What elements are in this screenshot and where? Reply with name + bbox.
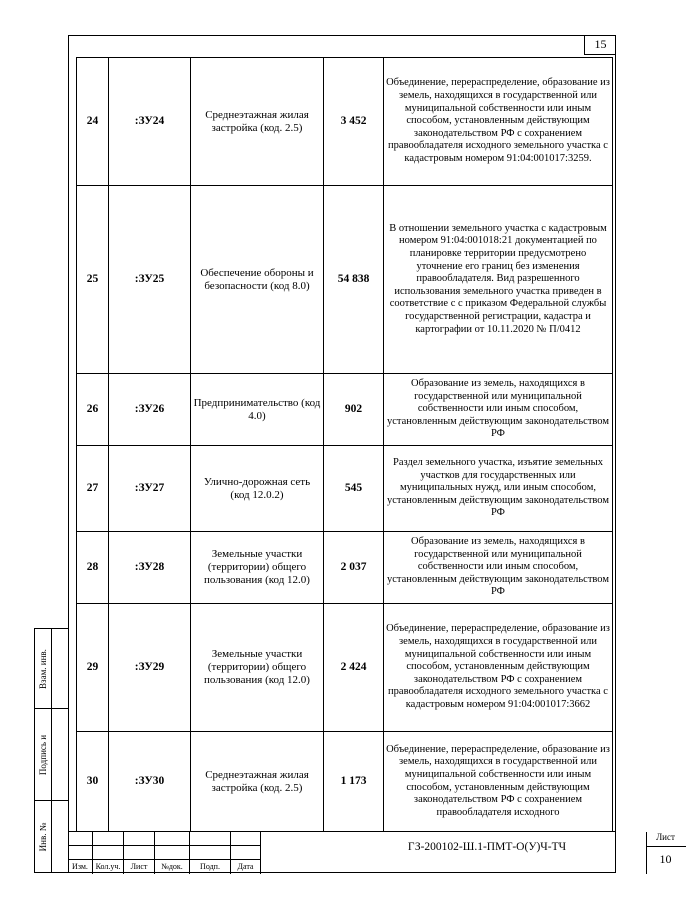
stamp-cell-inv [35, 801, 52, 872]
plot-area: 2 037 [324, 532, 384, 604]
plot-note: Раздел земельного участка, изъятие земельных участков для государственных или муниципальных нужд, или иным способом, установленным действующим законодательством РФ [384, 446, 613, 532]
plot-purpose: Предпринимательство (код 4.0) [191, 374, 324, 446]
plot-note: Образование из земель, находящихся в государственной или муниципальной собственности или иным способом, установленным действующим законодательством РФ [384, 532, 613, 604]
plot-area: 3 452 [324, 58, 384, 186]
title-block [68, 831, 675, 873]
land-plots-table [76, 57, 613, 832]
stamp-cell-vzam [35, 629, 52, 709]
plot-area: 902 [324, 374, 384, 446]
plot-purpose: Улично-дорожная сеть (код 12.0.2) [191, 446, 324, 532]
plot-code: :ЗУ28 [109, 532, 191, 604]
row-number: 24 [77, 58, 109, 186]
plot-area: 545 [324, 446, 384, 532]
table-row [77, 532, 613, 604]
plot-code: :ЗУ27 [109, 446, 191, 532]
plot-note: Объединение, перераспределение, образование из земель, находящихся в государственной или муниципальной собственности или иным способом, установленным действующим законодательством РФ с сохранением правообладателя исходного [384, 732, 613, 832]
plot-area: 1 173 [324, 732, 384, 832]
row-number: 26 [77, 374, 109, 446]
plot-note: Образование из земель, находящихся в государственной или муниципальной собственности или иным способом, установленным действующим законодательством РФ [384, 374, 613, 446]
tb-label-izm: Изм. [72, 862, 88, 871]
stamp-blank [52, 629, 69, 709]
stamp-label-podpis: Подпись и [38, 734, 48, 775]
plot-code: :ЗУ29 [109, 604, 191, 732]
plot-purpose: Земельные участки (территории) общего пользования (код 12.0) [191, 604, 324, 732]
document-code: ГЗ-200102-Ш.1-ПМТ-О(У)Ч-ТЧ [407, 841, 567, 853]
plot-area: 2 424 [324, 604, 384, 732]
plot-area: 54 838 [324, 186, 384, 374]
row-number: 30 [77, 732, 109, 832]
table-row [77, 446, 613, 532]
plot-code: :ЗУ30 [109, 732, 191, 832]
plot-note: Объединение, перераспределение, образование из земель, находящихся в государственной или муниципальной собственности или иным способом, установленным действующим законодательством РФ с сохранением правообладателя исходного земельного участка с кадастровым номером 91:04:001017:3259. [384, 58, 613, 186]
row-number: 29 [77, 604, 109, 732]
plot-purpose: Обеспечение обороны и безопасности (код 8.0) [191, 186, 324, 374]
approval-stamp-strip [34, 628, 68, 873]
stamp-cell-podpis [35, 709, 52, 801]
plot-note: В отношении земельного участка с кадастровым номером 91:04:001018:21 документацией по планировке территории предусмотрено уточнение его границ без изменения правообладателя. Вид разрешенного использования земельного участка приведен в соответствие с с приказом Федеральной службы государственной регистрации, кадастра и картографии от 10.11.2020 № П/0412 [384, 186, 613, 374]
row-number: 27 [77, 446, 109, 532]
plot-code: :ЗУ25 [109, 186, 191, 374]
table-row [77, 604, 613, 732]
plot-purpose: Среднеэтажная жилая застройка (код. 2.5) [191, 732, 324, 832]
stamp-blank [52, 709, 69, 801]
stamp-label-vzam: Взам. инв. [38, 648, 48, 689]
table-row [77, 732, 613, 832]
table-row [77, 186, 613, 374]
row-number: 25 [77, 186, 109, 374]
plot-purpose: Земельные участки (территории) общего пользования (код 12.0) [191, 532, 324, 604]
plot-code: :ЗУ26 [109, 374, 191, 446]
sheet-label: Лист [656, 832, 675, 842]
sheet-number: 10 [659, 852, 672, 866]
table-row [77, 374, 613, 446]
row-number: 28 [77, 532, 109, 604]
plot-purpose: Среднеэтажная жилая застройка (код. 2.5) [191, 58, 324, 186]
tb-label-podp: Подп. [200, 862, 220, 871]
tb-label-kol: Кол.уч. [95, 862, 121, 871]
plot-code: :ЗУ24 [109, 58, 191, 186]
tb-label-data: Дата [237, 862, 254, 871]
table-row [77, 58, 613, 186]
tb-label-ndok: №док. [161, 862, 183, 871]
plot-note: Объединение, перераспределение, образование из земель, находящихся в государственной или муниципальной собственности или иным способом, установленным действующим законодательством РФ с сохранением правообладателя исходного земельного участка с кадастровым номером 91:04:001017:3662 [384, 604, 613, 732]
tb-label-list: Лист [130, 862, 148, 871]
page-number-top: 15 [584, 35, 616, 55]
stamp-label-inv: Инв. № [38, 822, 48, 851]
